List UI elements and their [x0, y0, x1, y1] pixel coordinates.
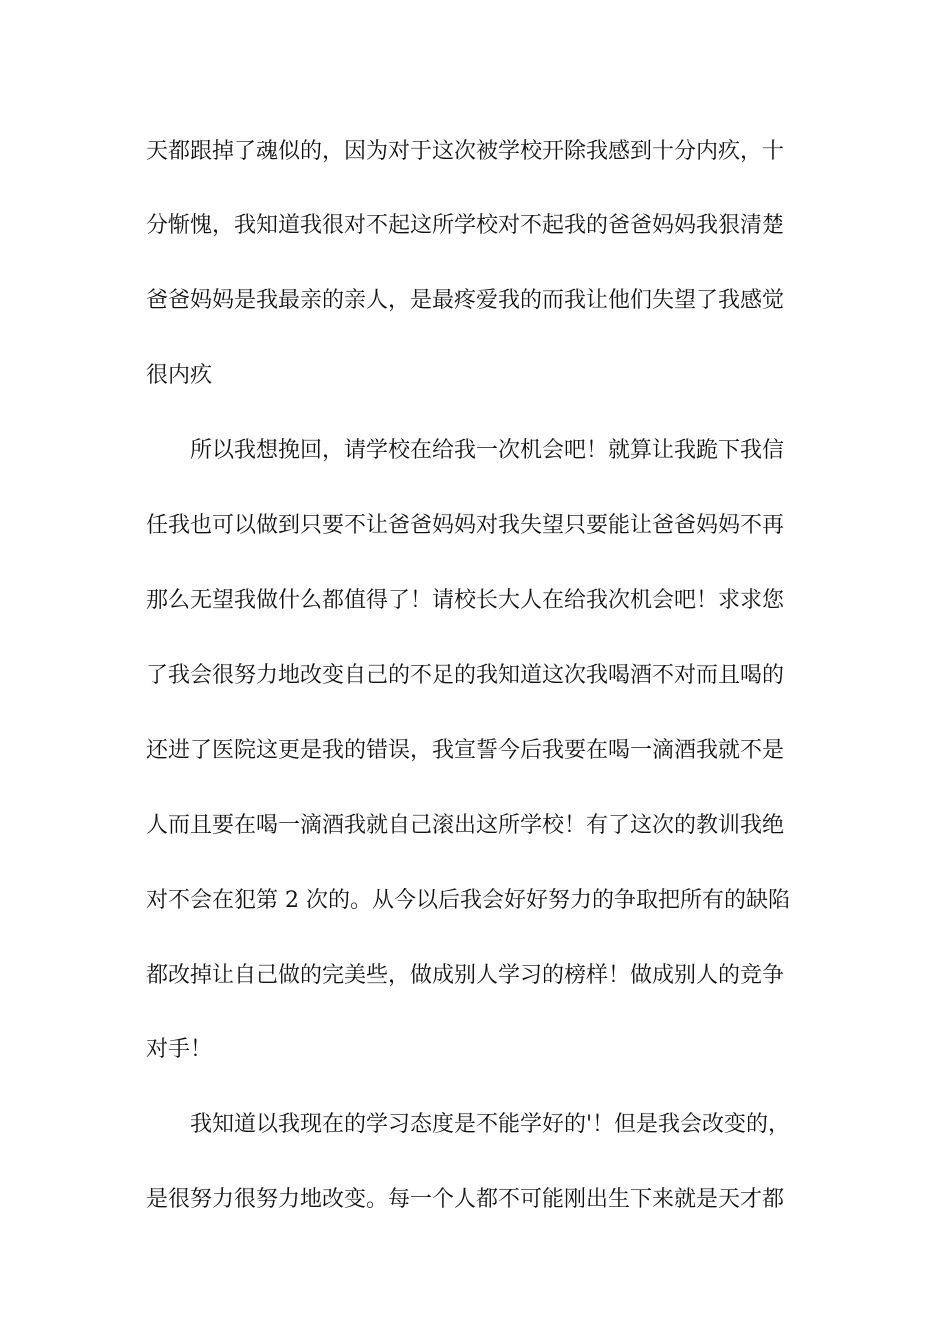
text-line: 分惭愧，我知道我很对不起这所学校对不起我的爸爸妈妈我狠清楚: [146, 213, 785, 238]
text-line: 还进了医院这更是我的错误，我宣誓今后我要在喝一滴酒我就不是: [146, 738, 785, 763]
paragraph-first-line: 我知道以我现在的学习态度是不能学好的'！但是我会改变的，: [190, 1112, 791, 1137]
text-line: 都改掉让自己做的完美些，做成别人学习的榜样！做成别人的竞争: [146, 963, 785, 988]
text-line: 对手！: [146, 1037, 213, 1062]
text-line: 对不会在犯第 2 次的。从今以后我会好好努力的争取把所有的缺陷: [146, 888, 790, 913]
text-line: 爸爸妈妈是我最亲的亲人，是最疼爱我的而我让他们失望了我感觉: [146, 288, 785, 313]
text-line: 了我会很努力地改变自己的不足的我知道这次我喝酒不对而且喝的: [146, 663, 785, 688]
text-line: 很内疚: [146, 363, 213, 388]
text-line: 是很努力很努力地改变。每一个人都不可能刚出生下来就是天才都: [146, 1187, 785, 1212]
text-line: 人而且要在喝一滴酒我就自己滚出这所学校！有了这次的教训我绝: [146, 813, 785, 838]
paragraph-first-line: 所以我想挽回，请学校在给我一次机会吧！就算让我跪下我信: [190, 438, 785, 463]
text-line: 任我也可以做到只要不让爸爸妈妈对我失望只要能让爸爸妈妈不再: [146, 513, 785, 538]
text-line: 天都跟掉了魂似的，因为对于这次被学校开除我感到十分内疚，十: [146, 139, 785, 164]
text-line: 那么无望我做什么都值得了！请校长大人在给我次机会吧！求求您: [146, 588, 785, 613]
